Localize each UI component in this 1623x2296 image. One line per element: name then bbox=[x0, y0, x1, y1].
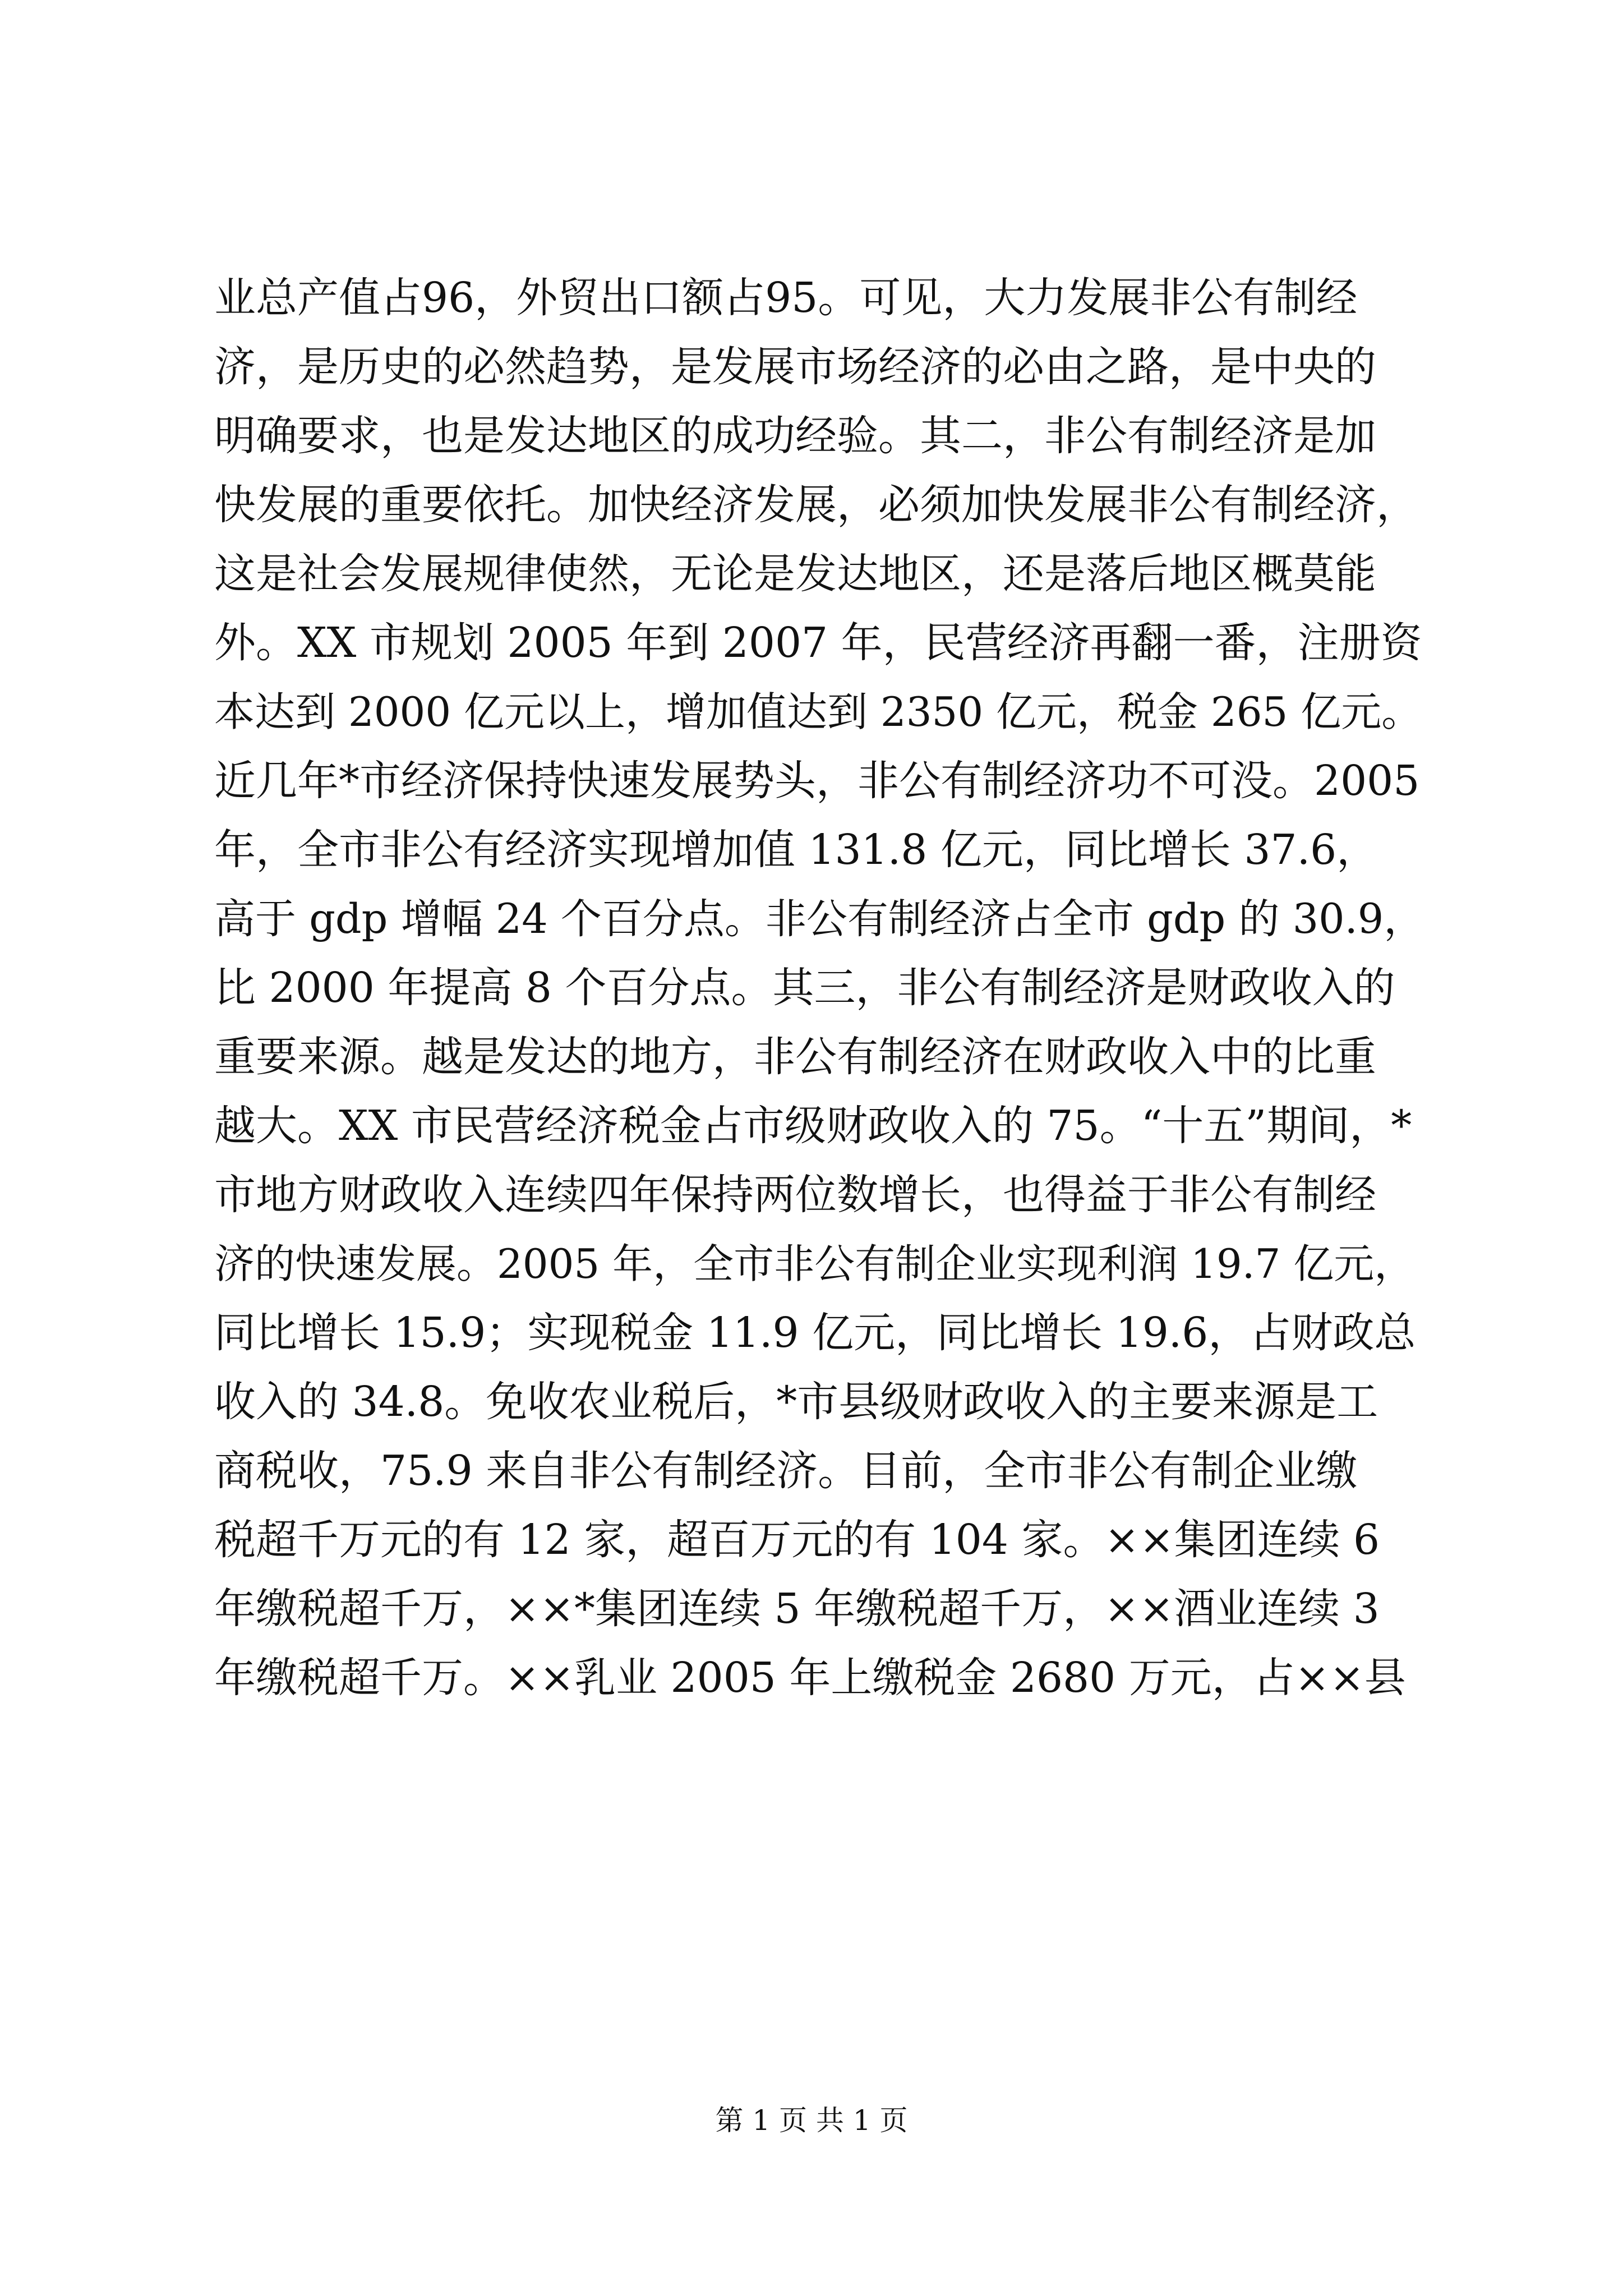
text-line: 年缴税超千万。××乳业 2005 年上缴税金 2680 万元，占××县 bbox=[214, 1654, 1406, 1702]
text-line: 年缴税超千万，××*集团连续 5 年缴税超千万，××酒业连续 3 bbox=[214, 1585, 1380, 1633]
text-line: 济，是历史的必然趋势，是发展市场经济的必由之路，是中央的 bbox=[214, 343, 1376, 391]
text-line: 快发展的重要依托。加快经济发展，必须加快发展非公有制经济， bbox=[214, 481, 1418, 529]
text-line: 高于 gdp 增幅 24 个百分点。非公有制经济占全市 gdp 的 30.9， bbox=[214, 895, 1425, 943]
text-line: 市地方财政收入连续四年保持两位数增长，也得益于非公有制经 bbox=[214, 1171, 1376, 1219]
text-line: 税超千万元的有 12 家，超百万元的有 104 家。××集团连续 6 bbox=[214, 1516, 1380, 1564]
text-line: 重要来源。越是发达的地方，非公有制经济在财政收入中的比重 bbox=[214, 1033, 1376, 1081]
body-text bbox=[214, 264, 1426, 1713]
text-line: 近几年*市经济保持快速发展势头，非公有制经济功不可没。2005 bbox=[214, 757, 1420, 805]
text-line: 年，全市非公有经济实现增加值 131.8 亿元，同比增长 37.6， bbox=[214, 826, 1378, 874]
page-footer: 第 1 页 共 1 页 bbox=[715, 2104, 908, 2137]
text-line: 外。XX 市规划 2005 年到 2007 年，民营经济再翻一番，注册资 bbox=[214, 619, 1422, 667]
text-line: 同比增长 15.9；实现税金 11.9 亿元，同比增长 19.6，占财政总 bbox=[214, 1309, 1416, 1357]
text-line: 本达到 2000 亿元以上，增加值达到 2350 亿元，税金 265 亿元。 bbox=[214, 688, 1422, 735]
text-line: 济的快速发展。2005 年，全市非公有制企业实现利润 19.7 亿元， bbox=[214, 1240, 1415, 1287]
text-line: 越大。XX 市民营经济税金占市级财政收入的 75。“十五”期间，* bbox=[214, 1102, 1412, 1150]
text-line: 业总产值占96，外贸出口额占95。可见，大力发展非公有制经 bbox=[214, 274, 1358, 322]
text-line: 明确要求，也是发达地区的成功经验。其二，非公有制经济是加 bbox=[214, 412, 1376, 460]
text-line: 这是社会发展规律使然，无论是发达地区，还是落后地区概莫能 bbox=[214, 550, 1376, 598]
text-line: 收入的 34.8。免收农业税后，*市县级财政收入的主要来源是工 bbox=[214, 1378, 1378, 1426]
text-line: 比 2000 年提高 8 个百分点。其三，非公有制经济是财政收入的 bbox=[214, 964, 1395, 1012]
text-line: 商税收，75.9 来自非公有制经济。目前，全市非公有制企业缴 bbox=[214, 1447, 1358, 1495]
